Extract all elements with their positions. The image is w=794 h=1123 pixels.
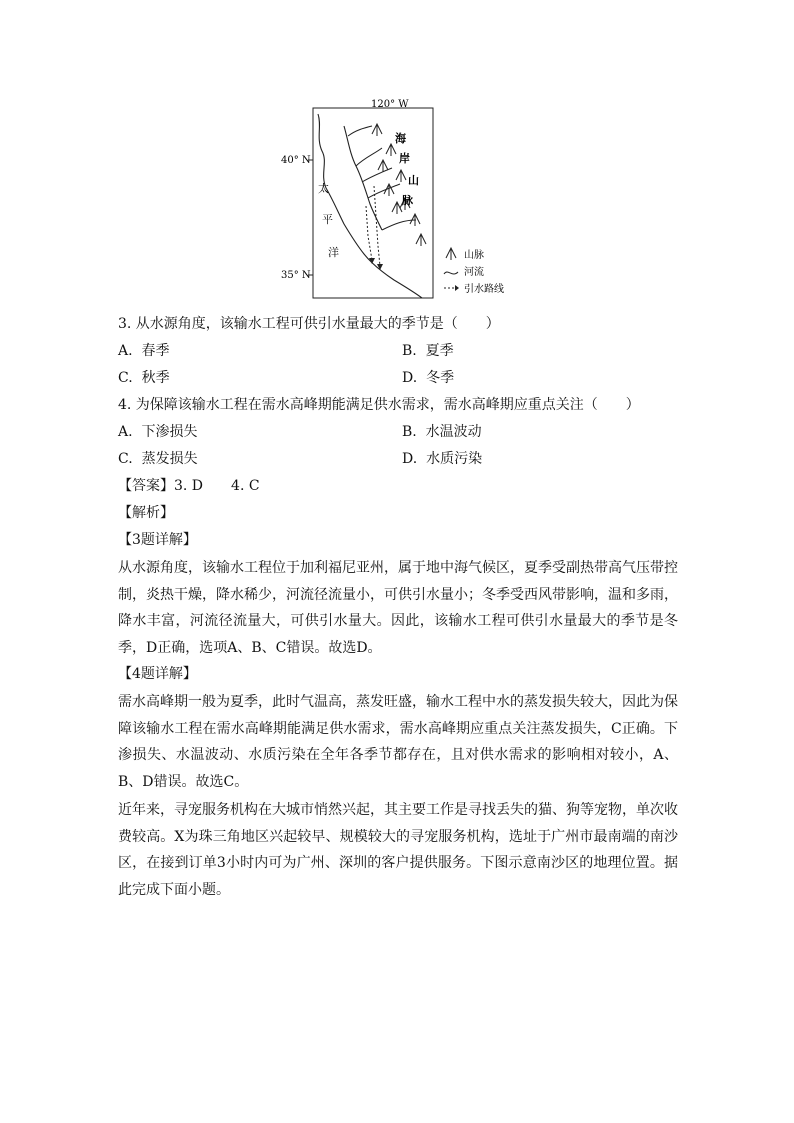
option-text: 夏季 [425, 343, 454, 359]
option-letter: A. [118, 424, 133, 440]
lat-label-40: 40° N [281, 155, 311, 166]
q4-option-d [402, 449, 482, 469]
river-trib-5 [348, 126, 372, 136]
legend-river-icon [444, 272, 458, 274]
legend-river-label: 河流 [464, 267, 484, 278]
answer-label: 【答案】 [118, 478, 174, 494]
ocean-char-2: 平 [322, 213, 333, 226]
option-text: 秋季 [141, 370, 170, 386]
q4-option-b [402, 422, 482, 442]
range-char-1: 海 [395, 132, 406, 145]
california-water-map [278, 96, 518, 302]
option-letter: A. [118, 343, 133, 359]
detail3-label: 【3题详解】 [118, 532, 197, 548]
option-text: 水质污染 [426, 451, 483, 467]
option-letter: D. [402, 370, 418, 386]
river-trib-1 [356, 148, 382, 166]
river-trib-3 [368, 184, 400, 198]
option-text: 冬季 [426, 370, 455, 386]
legend-mountain-icon [446, 248, 456, 260]
q4-option-a [118, 422, 197, 442]
q3-stem: 3. 从水源角度，该输水工程可供引水量最大的季节是（ ） [118, 316, 500, 332]
q3-option-b [402, 341, 454, 361]
option-letter: C. [118, 370, 133, 386]
range-char-4: 脉 [402, 194, 413, 207]
lon-label: 120° W [371, 99, 409, 110]
ocean-char-1: 太 [318, 182, 329, 195]
q3-option-c [118, 368, 170, 388]
legend [444, 248, 504, 295]
detail4-label: 【4题详解】 [118, 666, 197, 682]
detail4-text: 需水高峰期一般为夏季，此时气温高，蒸发旺盛，输水工程中水的蒸发损失较大，因此为保障该输水工程在需水高峰期能满足供水需求，需水高峰期应重点关注蒸发损失，C正确。下渗损失、水温波动、水质污染在全年各季节都存在，且对供水需求的影响相对较小，A、B、D错误。故选C。 [118, 694, 678, 790]
range-char-3: 山 [408, 174, 419, 187]
legend-mountain-label: 山脉 [464, 250, 484, 261]
option-text: 下渗损失 [141, 424, 198, 440]
option-text: 蒸发损失 [141, 451, 198, 467]
option-letter: B. [402, 343, 417, 359]
q3-option-d [402, 368, 454, 388]
analysis-label: 【解析】 [118, 505, 174, 521]
legend-route-label: 引水路线 [464, 284, 504, 295]
option-letter: D. [402, 451, 418, 467]
map-frame [313, 108, 433, 298]
detail3-text: 从水源角度，该输水工程位于加利福尼亚州，属于地中海气候区，夏季受副热带高气压带控制，炎热干燥，降水稀少，河流径流量小，可供引水量小；冬季受西风带影响，温和多雨，降水丰富，河流径流量大，可供引水量大。因此，该输水工程可供引水量最大的季节是冬季，D正确，选项A、B、C错误。故选D。 [118, 560, 678, 656]
answer-value: 3. D 4. C [174, 478, 260, 494]
map-figure [278, 96, 518, 302]
q4-option-c [118, 449, 198, 469]
q4-stem: 4. 为保障该输水工程在需水高峰期能满足供水需求，需水高峰期应重点关注（ ） [118, 397, 640, 413]
answer-line [118, 476, 260, 496]
intro-text: 近年来，寻宠服务机构在大城市悄然兴起，其主要工作是寻找丢失的猫、狗等宠物，单次收费较高。X为珠三角地区兴起较早、规模较大的寻宠服务机构，选址于广州市最南端的南沙区，在接到订单3小时内可为广州、深圳的客户提供服务。下图示意南沙区的地理位置。据此完成下面小题。 [118, 802, 678, 898]
water-route [374, 186, 380, 266]
option-text: 水温波动 [425, 424, 482, 440]
option-text: 春季 [141, 343, 170, 359]
option-letter: C. [118, 451, 133, 467]
ocean-char-3: 洋 [328, 246, 339, 259]
lat-label-35: 35° N [281, 270, 311, 281]
q3-option-a [118, 341, 169, 361]
option-letter: B. [402, 424, 417, 440]
range-char-2: 岸 [399, 152, 410, 165]
water-route-2 [366, 206, 372, 260]
